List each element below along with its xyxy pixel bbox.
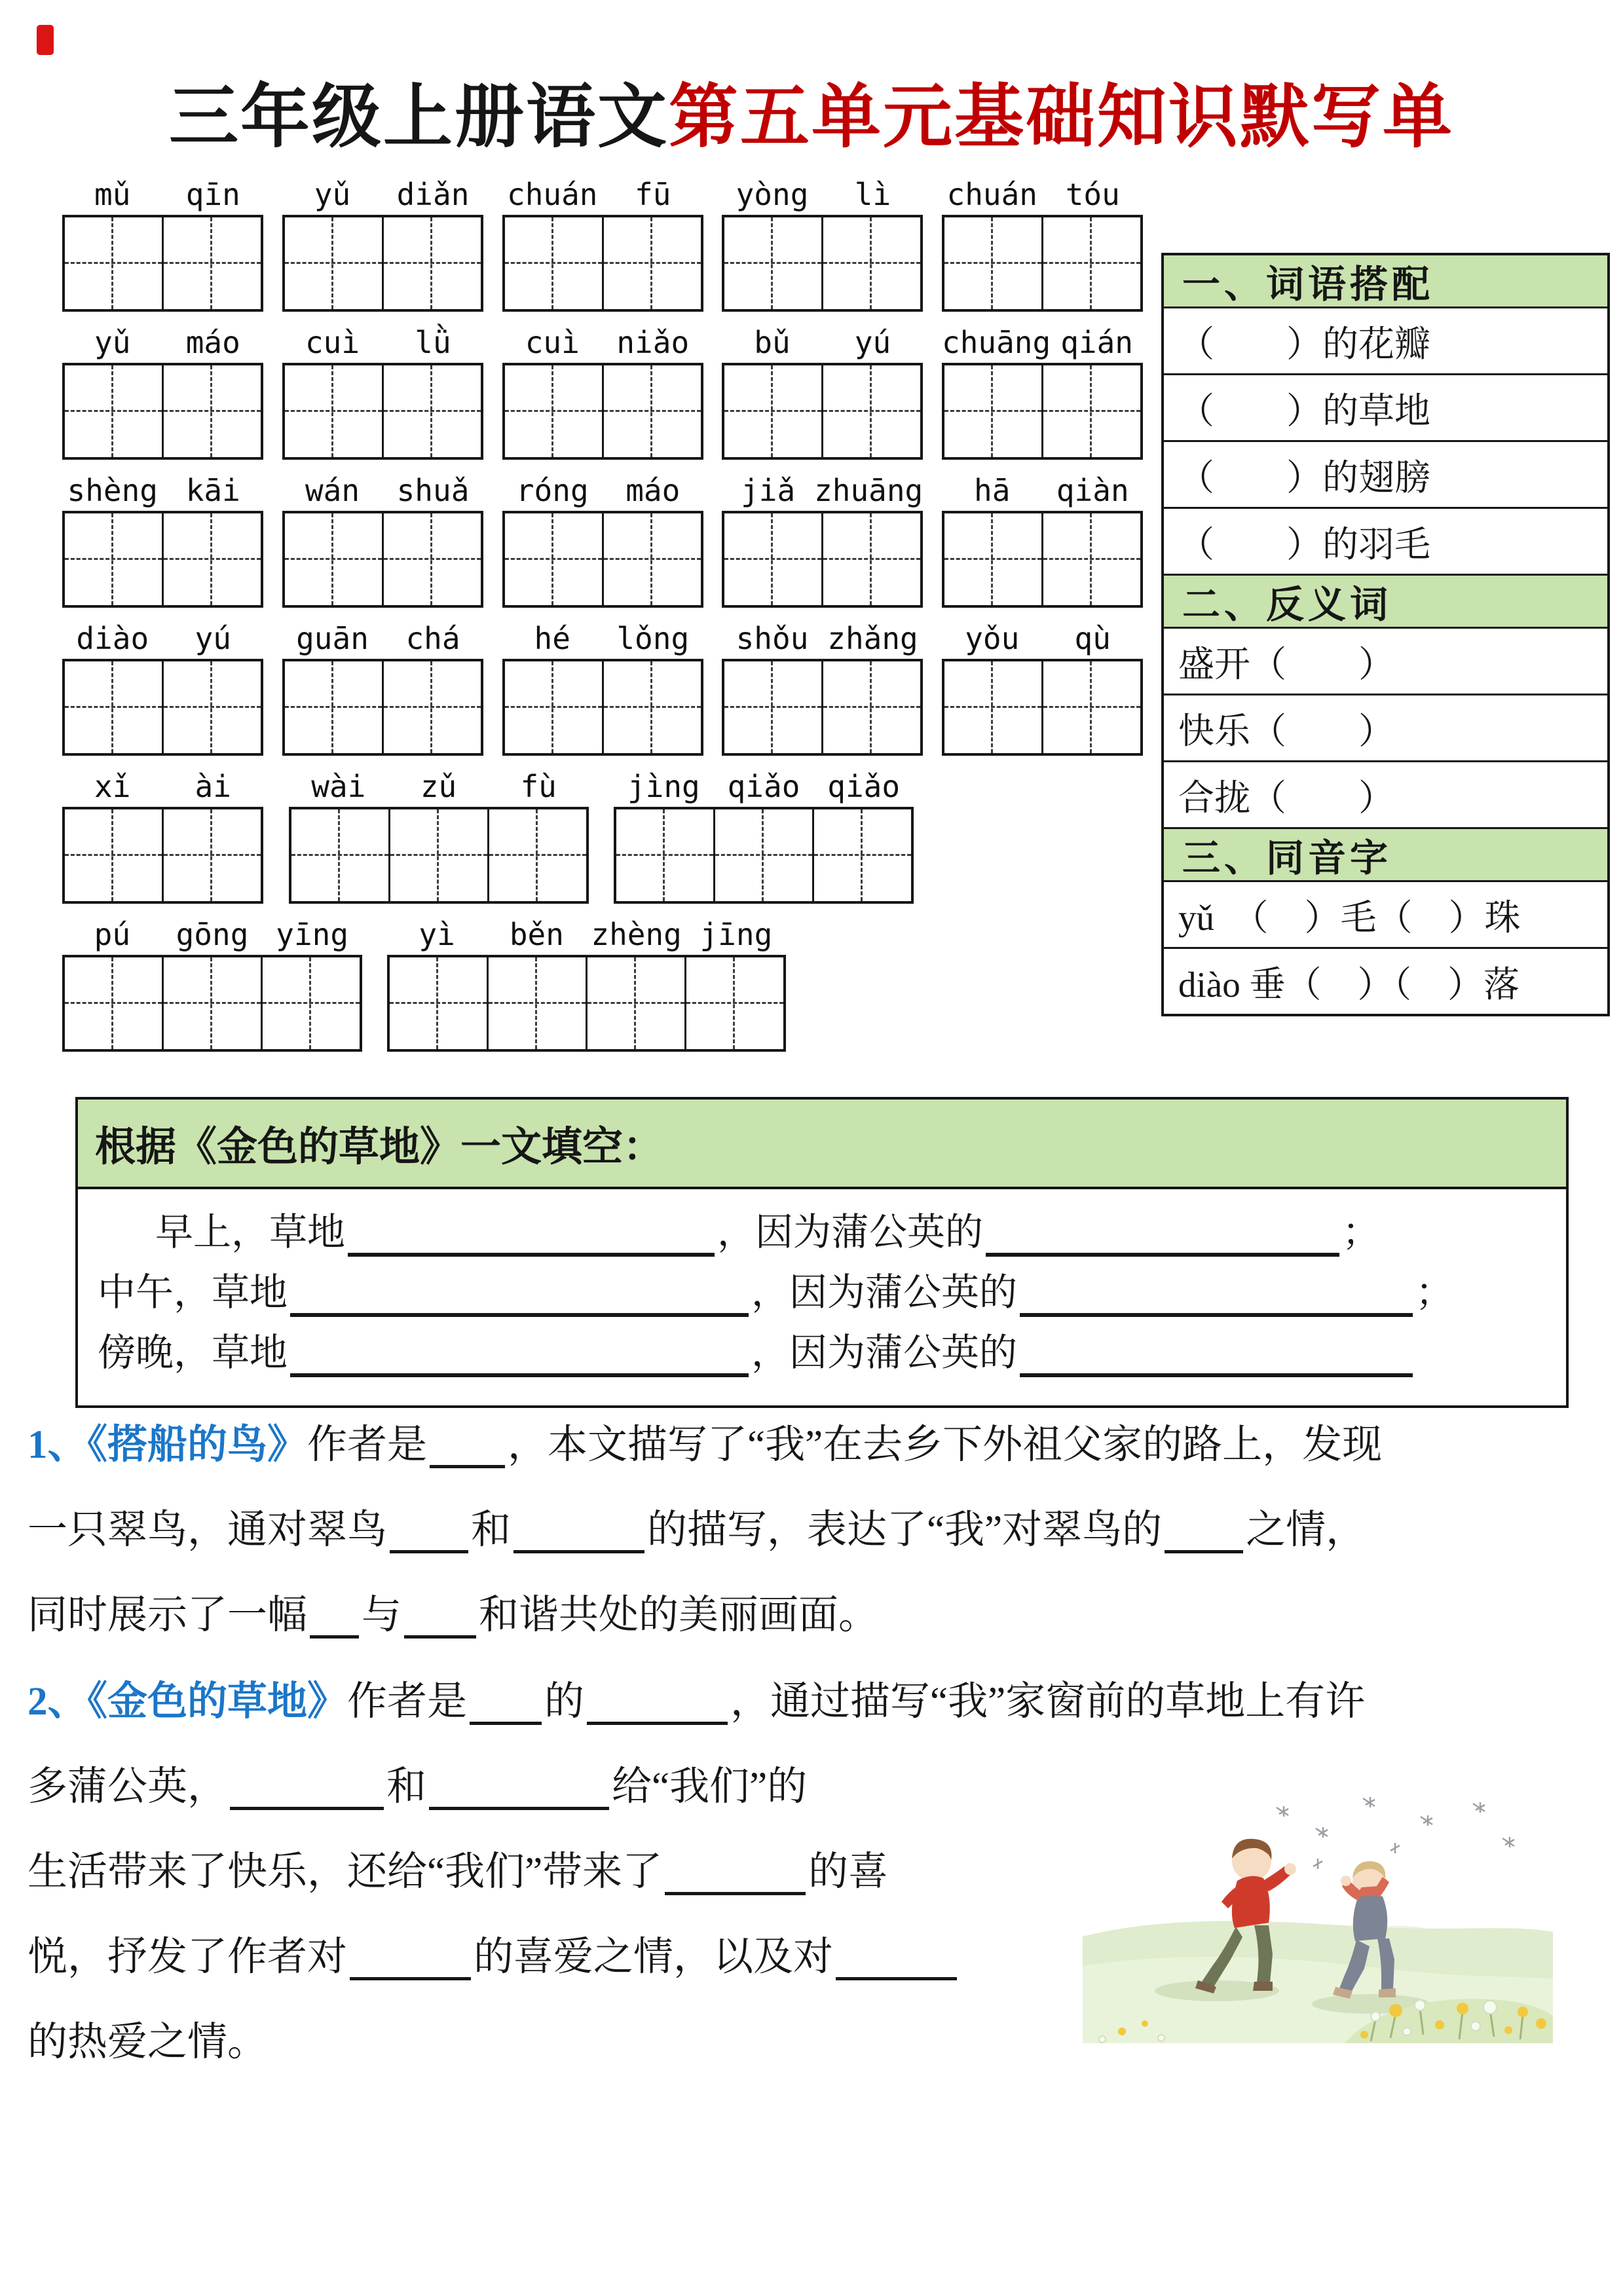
text-segment: 同时展示了一幅 (28, 1593, 308, 1637)
text-segment: ，因为蒲公英的 (717, 1211, 984, 1253)
writing-cell[interactable] (944, 217, 1041, 309)
writing-cell[interactable] (724, 365, 821, 457)
sidebar-exercise-row: 快乐（ ） (1164, 695, 1607, 762)
answer-blank[interactable] (587, 1682, 728, 1725)
writing-grid (722, 363, 923, 460)
question-line (28, 1488, 1606, 1573)
writing-cell[interactable] (821, 217, 920, 309)
pinyin-syllable: pú (94, 917, 131, 952)
answer-blank[interactable] (429, 1767, 609, 1810)
pinyin-word-group (942, 324, 1143, 460)
pinyin-word-group (282, 324, 483, 460)
pinyin-word-group (282, 472, 483, 608)
title-red-part: 第五单元基础知识默写单 (669, 79, 1454, 156)
writing-cell[interactable] (602, 661, 701, 753)
pinyin-syllable: zhèng (591, 917, 682, 952)
pinyin-dictation-area (62, 176, 1143, 1064)
pinyin-syllable: yú (195, 621, 231, 656)
writing-grid (282, 511, 483, 608)
text-segment: 的喜爱之情，以及对 (474, 1935, 834, 1979)
writing-cell[interactable] (285, 513, 382, 605)
sidebar-exercise-row: （ ）的羽毛 (1164, 509, 1607, 576)
text-segment: 悦，抒发了作者对 (28, 1935, 348, 1979)
writing-cell[interactable] (382, 661, 481, 753)
writing-cell[interactable] (65, 661, 162, 753)
writing-grid (282, 659, 483, 756)
writing-cell[interactable] (602, 365, 701, 457)
sidebar-exercise-row: （ ）的草地 (1164, 375, 1607, 442)
writing-cell[interactable] (944, 513, 1041, 605)
pinyin-word-group (722, 472, 923, 608)
answer-blank[interactable] (470, 1682, 542, 1725)
answer-blank[interactable] (290, 1275, 749, 1317)
text-segment: ，因为蒲公英的 (751, 1271, 1018, 1314)
writing-cell[interactable] (684, 957, 783, 1049)
writing-cell[interactable] (65, 365, 162, 457)
text-segment: 中午，草地 (98, 1271, 288, 1314)
pinyin-label (722, 620, 923, 659)
pinyin-word-group (282, 620, 483, 756)
sidebar-exercise-row: （ ）的花瓣 (1164, 308, 1607, 375)
pinyin-label (502, 620, 703, 659)
writing-cell[interactable] (65, 217, 162, 309)
writing-cell[interactable] (724, 217, 821, 309)
pinyin-label (722, 472, 923, 511)
writing-cell[interactable] (812, 809, 911, 901)
pinyin-syllable: wài (311, 769, 366, 804)
pinyin-syllable: běn (509, 917, 564, 952)
pinyin-word-group (942, 620, 1143, 756)
pinyin-syllable: lì (854, 177, 891, 212)
pinyin-label (502, 324, 703, 363)
writing-grid (502, 363, 703, 460)
pinyin-row (62, 472, 1143, 608)
answer-blank[interactable] (1165, 1510, 1243, 1553)
pinyin-syllable: niǎo (616, 325, 690, 360)
pinyin-syllable: shǒu (736, 621, 809, 656)
meadow-illustration (1083, 1783, 1553, 2043)
pinyin-syllable: yú (854, 325, 891, 360)
writing-cell[interactable] (162, 957, 261, 1049)
fill-line (98, 1323, 1546, 1383)
title-black-part: 三年级上册语文 (169, 79, 669, 156)
writing-grid (282, 215, 483, 312)
pinyin-label (62, 176, 263, 215)
writing-cell[interactable] (162, 365, 261, 457)
writing-cell[interactable] (285, 217, 382, 309)
writing-grid (289, 807, 589, 904)
pinyin-syllable: lǒng (616, 621, 690, 656)
pinyin-word-group (62, 768, 263, 904)
pinyin-syllable: máo (185, 325, 240, 360)
pinyin-syllable: qián (1060, 325, 1133, 360)
pinyin-syllable: gōng (176, 917, 249, 952)
writing-cell[interactable] (388, 809, 487, 901)
pinyin-word-group (942, 176, 1143, 312)
writing-cell[interactable] (285, 661, 382, 753)
text-segment: 和谐共处的美丽画面。 (479, 1593, 879, 1637)
pinyin-word-group (502, 176, 703, 312)
pinyin-label (502, 176, 703, 215)
page-title (0, 62, 1623, 161)
writing-cell[interactable] (1041, 661, 1140, 753)
pinyin-syllable: cuì (305, 325, 360, 360)
pinyin-syllable: chuán (507, 177, 598, 212)
pinyin-syllable: xǐ (94, 769, 131, 804)
writing-cell[interactable] (616, 809, 713, 901)
sidebar-exercise-row: （ ）的翅膀 (1164, 442, 1607, 509)
writing-grid (387, 955, 786, 1052)
pinyin-row (62, 768, 914, 904)
fill-line (98, 1263, 1546, 1323)
pinyin-syllable: shuǎ (396, 473, 470, 508)
pinyin-label (62, 324, 263, 363)
writing-cell[interactable] (261, 957, 360, 1049)
writing-grid (942, 215, 1143, 312)
writing-cell[interactable] (821, 365, 920, 457)
writing-grid (722, 215, 923, 312)
pinyin-syllable: jiǎ (741, 473, 796, 508)
sidebar-exercise-row: diào 垂（ ）（ ）落 (1178, 965, 1520, 1005)
writing-grid (722, 511, 923, 608)
writing-cell[interactable] (1041, 365, 1140, 457)
answer-blank[interactable] (350, 1937, 471, 1980)
writing-grid (502, 215, 703, 312)
pinyin-word-group (722, 176, 923, 312)
pinyin-label (942, 176, 1143, 215)
writing-cell[interactable] (821, 661, 920, 753)
answer-blank[interactable] (230, 1767, 384, 1810)
text-segment: 作者是 (307, 1423, 428, 1467)
text-segment: 的喜 (808, 1850, 889, 1894)
pinyin-word-group (62, 472, 263, 608)
pinyin-label (282, 176, 483, 215)
pinyin-syllable: jìng (627, 769, 700, 804)
pinyin-syllable: hé (534, 621, 570, 656)
text-segment: 多蒲公英， (28, 1765, 228, 1809)
answer-blank[interactable] (290, 1335, 749, 1377)
pinyin-word-group (62, 176, 263, 312)
writing-cell[interactable] (65, 957, 162, 1049)
writing-grid (282, 363, 483, 460)
pinyin-syllable: qiàn (1056, 473, 1129, 508)
question-1-paragraph (28, 1403, 1606, 1658)
question-line (28, 1659, 1606, 1745)
pinyin-syllable: ài (195, 769, 231, 804)
pinyin-label (62, 916, 362, 955)
pinyin-word-group (62, 324, 263, 460)
pinyin-row (62, 916, 786, 1052)
pinyin-syllable: yǒu (965, 621, 1020, 656)
pinyin-syllable: lǜ (415, 325, 451, 360)
pinyin-label (722, 324, 923, 363)
text-segment: 的热爱之情。 (28, 2020, 268, 2064)
pinyin-syllable: guān (296, 621, 369, 656)
writing-cell[interactable] (382, 217, 481, 309)
writing-grid (62, 511, 263, 608)
writing-grid (722, 659, 923, 756)
writing-cell[interactable] (162, 513, 261, 605)
pinyin-label (289, 768, 589, 807)
answer-blank[interactable] (986, 1215, 1339, 1257)
pinyin-row (62, 324, 1143, 460)
sidebar-section-header: 二、反义词 (1164, 576, 1607, 629)
writing-cell[interactable] (602, 513, 701, 605)
text-segment: 之情， (1246, 1508, 1366, 1552)
fill-box-body (78, 1189, 1566, 1405)
pinyin-syllable: fù (520, 769, 557, 804)
pinyin-syllable: kāi (185, 473, 240, 508)
fill-line (98, 1202, 1546, 1263)
text-segment: 与 (362, 1593, 402, 1637)
writing-cell[interactable] (602, 217, 701, 309)
writing-cell[interactable] (724, 661, 821, 753)
pinyin-syllable: chuán (946, 177, 1037, 212)
writing-cell[interactable] (382, 365, 481, 457)
pinyin-label (387, 916, 786, 955)
fill-box-header: 根据《金色的草地》一文填空： (78, 1100, 1566, 1189)
pinyin-word-group (942, 472, 1143, 608)
text-segment: 早上，草地 (155, 1211, 346, 1253)
writing-grid (942, 659, 1143, 756)
writing-cell[interactable] (162, 661, 261, 753)
writing-cell[interactable] (505, 661, 602, 753)
pinyin-syllable: yīng (276, 917, 349, 952)
pinyin-label (62, 472, 263, 511)
writing-cell[interactable] (1041, 217, 1140, 309)
pinyin-label (282, 324, 483, 363)
writing-grid (62, 363, 263, 460)
pinyin-syllable: hā (974, 473, 1011, 508)
text-segment: 给“我们”的 (612, 1765, 808, 1809)
answer-blank[interactable] (1020, 1335, 1413, 1377)
pinyin-syllable: wán (305, 473, 360, 508)
answer-blank[interactable] (836, 1937, 957, 1980)
pinyin-word-group (502, 620, 703, 756)
writing-grid (62, 659, 263, 756)
answer-blank[interactable] (1020, 1275, 1413, 1317)
writing-grid (62, 807, 263, 904)
pinyin-syllable: yì (419, 917, 455, 952)
pinyin-label (502, 472, 703, 511)
text-segment: ； (1342, 1211, 1381, 1253)
writing-cell[interactable] (821, 513, 920, 605)
text-segment: 生活带来了快乐，还给“我们”带来了 (28, 1850, 663, 1894)
pinyin-syllable: cuì (525, 325, 580, 360)
pinyin-syllable: zhuāng (814, 473, 923, 508)
writing-cell[interactable] (713, 809, 812, 901)
pinyin-word-group (722, 620, 923, 756)
red-corner-mark (37, 25, 54, 55)
pinyin-label (942, 472, 1143, 511)
writing-grid (942, 363, 1143, 460)
question-line (28, 1403, 1606, 1488)
pinyin-word-group (62, 916, 362, 1052)
writing-cell[interactable] (487, 957, 586, 1049)
pinyin-row (62, 620, 1143, 756)
answer-blank[interactable] (390, 1510, 468, 1553)
pinyin-word-group (502, 472, 703, 608)
text-segment: 一只翠鸟，通对翠鸟 (28, 1508, 388, 1552)
pinyin-label (942, 324, 1143, 363)
writing-grid (62, 215, 263, 312)
writing-cell[interactable] (65, 809, 162, 901)
pinyin-syllable: zǔ (420, 769, 457, 804)
pinyin-syllable: yǔ (94, 325, 131, 360)
writing-cell[interactable] (65, 513, 162, 605)
pinyin-syllable: máo (625, 473, 681, 508)
pinyin-label (282, 472, 483, 511)
pinyin-syllable: yǔ (314, 177, 351, 212)
sidebar-exercise-row: 盛开（ ） (1164, 629, 1607, 695)
pinyin-syllable: chuāng (942, 325, 1051, 360)
writing-cell[interactable] (382, 513, 481, 605)
pinyin-word-group (62, 620, 263, 756)
answer-blank[interactable] (665, 1852, 806, 1895)
answer-blank[interactable] (404, 1595, 476, 1639)
answer-blank[interactable] (348, 1215, 715, 1257)
writing-cell[interactable] (724, 513, 821, 605)
writing-cell[interactable] (505, 217, 602, 309)
pinyin-word-group (614, 768, 914, 904)
pinyin-label (62, 620, 263, 659)
text-segment: 和 (471, 1508, 512, 1552)
text-segment: ； (1415, 1271, 1454, 1314)
writing-cell[interactable] (162, 217, 261, 309)
answer-blank[interactable] (430, 1425, 505, 1468)
text-segment: 的描写，表达了“我”对翠鸟的 (647, 1508, 1163, 1552)
writing-grid (614, 807, 914, 904)
pinyin-syllable: zhǎng (827, 621, 918, 656)
text-segment: 作者是 (347, 1680, 468, 1724)
pinyin-syllable: tóu (1065, 177, 1120, 212)
text-segment: 傍晚，草地 (98, 1331, 288, 1374)
fill-in-box (75, 1097, 1569, 1408)
sidebar-exercise-row: 合拢（ ） (1164, 762, 1607, 829)
pinyin-word-group (289, 768, 589, 904)
writing-grid (62, 955, 362, 1052)
text-segment: 和 (386, 1765, 427, 1809)
writing-grid (502, 511, 703, 608)
pinyin-syllable: fū (635, 177, 671, 212)
answer-blank[interactable] (310, 1595, 359, 1639)
pinyin-syllable: qiǎo (827, 769, 901, 804)
dandelion-seeds-icon (1277, 1797, 1514, 1869)
writing-cell[interactable] (505, 513, 602, 605)
answer-blank[interactable] (513, 1510, 644, 1553)
text-segment: 的 (544, 1680, 585, 1724)
question-book-title: 2、《金色的草地》 (28, 1680, 348, 1724)
pinyin-syllable: chá (405, 621, 460, 656)
sidebar-section-header: 三、同音字 (1164, 829, 1607, 882)
writing-cell[interactable] (944, 365, 1041, 457)
pinyin-word-group (722, 324, 923, 460)
writing-cell[interactable] (390, 957, 487, 1049)
pinyin-syllable: qù (1074, 621, 1111, 656)
pinyin-syllable: qīn (185, 177, 240, 212)
pinyin-label (62, 768, 263, 807)
pinyin-word-group (502, 324, 703, 460)
text-segment: ，因为蒲公英的 (751, 1331, 1018, 1374)
sidebar-section-header: 一、词语搭配 (1164, 255, 1607, 308)
pinyin-word-group (387, 916, 786, 1052)
pinyin-label (614, 768, 914, 807)
question-book-title: 1、《搭船的鸟》 (28, 1423, 308, 1467)
pinyin-syllable: mǔ (94, 177, 131, 212)
question-line (28, 1573, 1606, 1658)
text-segment: ，本文描写了“我”在去乡下外祖父家的路上，发现 (508, 1423, 1383, 1467)
pinyin-label (282, 620, 483, 659)
pinyin-word-group (282, 176, 483, 312)
pinyin-label (942, 620, 1143, 659)
sidebar-exercise-row: yǔ （ ）毛（ ）珠 (1164, 882, 1607, 949)
writing-cell[interactable] (487, 809, 586, 901)
pinyin-syllable: bǔ (754, 325, 791, 360)
text-segment: ，通过描写“我”家窗前的草地上有许 (730, 1680, 1366, 1724)
pinyin-syllable: qiǎo (727, 769, 800, 804)
pinyin-row (62, 176, 1143, 312)
writing-cell[interactable] (944, 661, 1041, 753)
writing-cell[interactable] (291, 809, 388, 901)
pinyin-syllable: yòng (736, 177, 809, 212)
writing-cell[interactable] (1041, 513, 1140, 605)
pinyin-syllable: shèng (67, 473, 158, 508)
writing-grid (942, 511, 1143, 608)
pinyin-syllable: diào (76, 621, 149, 656)
writing-cell[interactable] (162, 809, 261, 901)
pinyin-label (722, 176, 923, 215)
sidebar-exercises-table (1161, 253, 1610, 1016)
writing-cell[interactable] (505, 365, 602, 457)
writing-cell[interactable] (586, 957, 684, 1049)
writing-cell[interactable] (285, 365, 382, 457)
pinyin-syllable: jīng (700, 917, 773, 952)
pinyin-syllable: diǎn (396, 177, 470, 212)
writing-grid (502, 659, 703, 756)
pinyin-syllable: róng (515, 473, 589, 508)
